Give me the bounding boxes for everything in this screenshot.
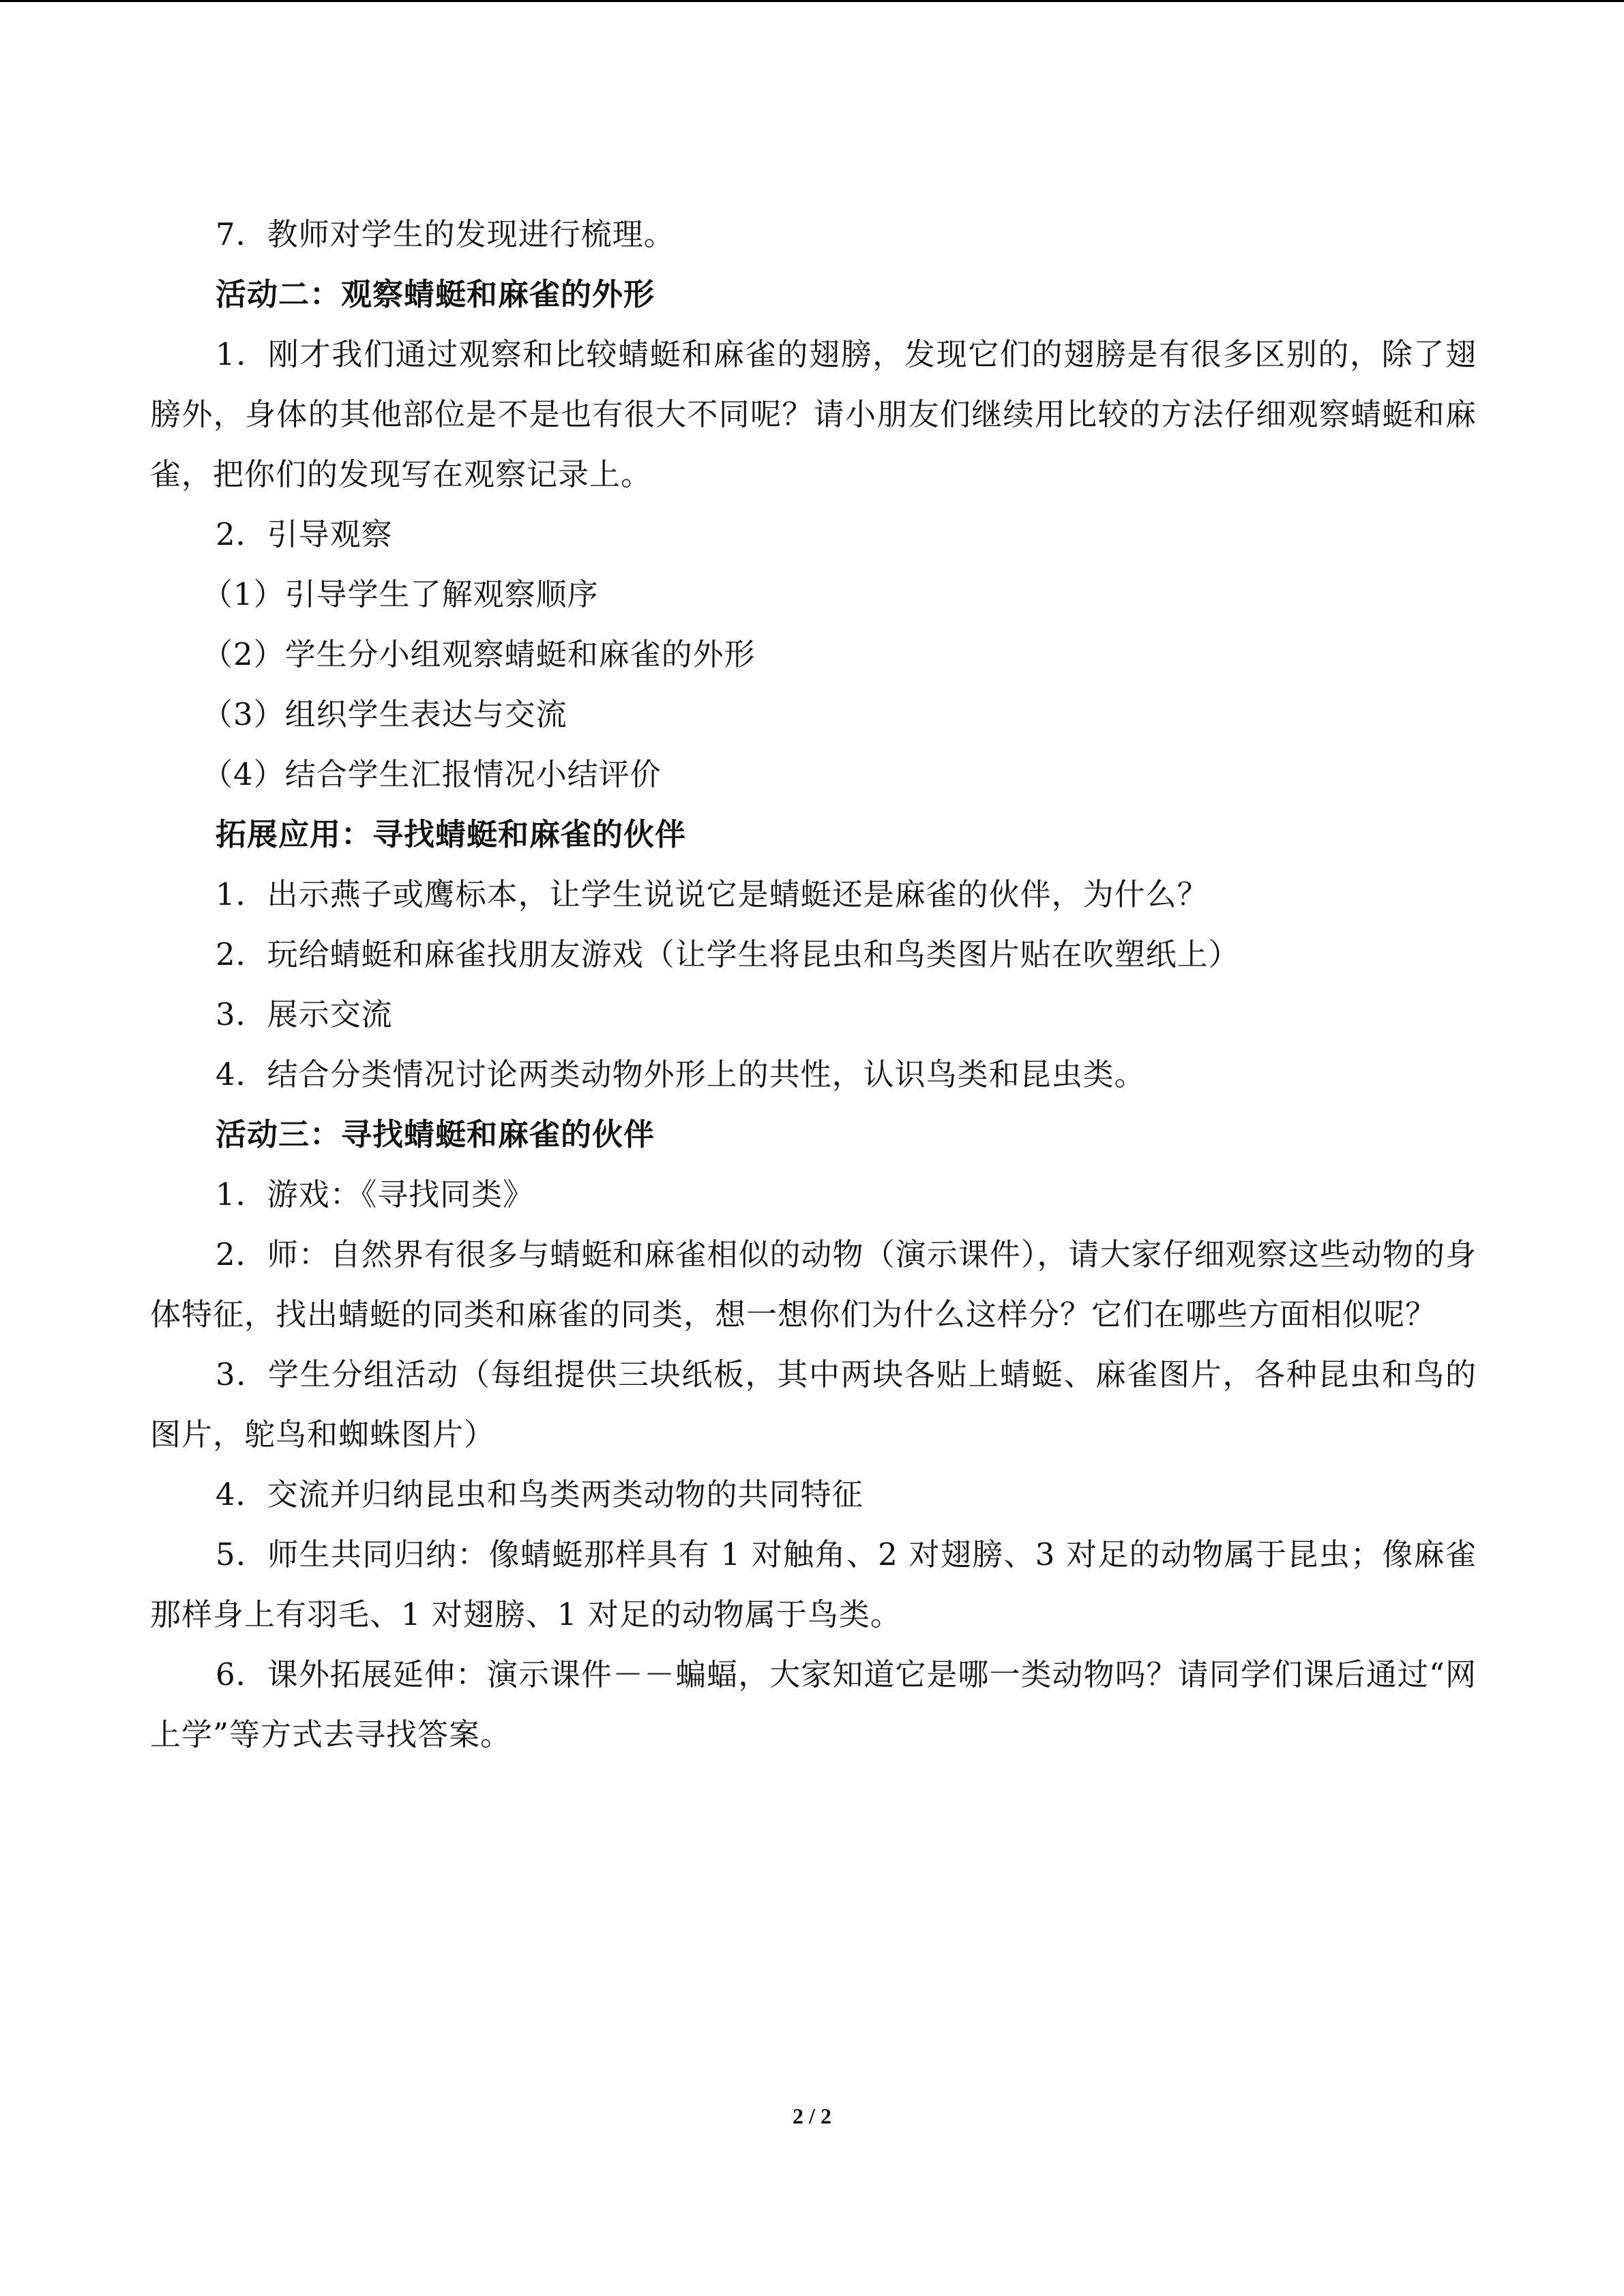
paragraph-activity-3-step-4: 4．交流并归纳昆虫和鸟类两类动物的共同特征 [216, 1476, 863, 1512]
paragraph-activity-3-step-2: 2．师：自然界有很多与蜻蜓和麻雀相似的动物（演示课件），请大家仔细观察这些动物的身体特征，找出蜻蜓的同类和麻雀的同类，想一想你们为什么这样分？它们在哪些方面相似呢？ [150, 1236, 1477, 1332]
paragraph-activity-3-step-1: 1．游戏：《寻找同类》 [216, 1176, 535, 1212]
section-heading-activity-2: 活动二：观察蜻蜓和麻雀的外形 [216, 276, 655, 312]
paragraph-activity-2-step-1: 1．刚才我们通过观察和比较蜻蜓和麻雀的翅膀，发现它们的翅膀是有很多区别的，除了翅膀外，身体的其他部位是不是也有很大不同呢？请小朋友们继续用比较的方法仔细观察蜻蜓和麻雀，把你们的发现写在观察记录上。 [150, 336, 1477, 492]
sub-item-1: （1）引导学生了解观察顺序 [202, 576, 599, 612]
section-heading-activity-3: 活动三：寻找蜻蜓和麻雀的伙伴 [216, 1116, 655, 1152]
paragraph-step-7: 7．教师对学生的发现进行梳理。 [216, 216, 675, 252]
paragraph-extension-step-1: 1．出示燕子或鹰标本，让学生说说它是蜻蜓还是麻雀的伙伴，为什么？ [216, 876, 1209, 912]
paragraph-activity-3-step-5: 5．师生共同归纳：像蜻蜓那样具有 1 对触角、2 对翅膀、3 对足的动物属于昆虫；像麻雀那样身上有羽毛、1 对翅膀、1 对足的动物属于鸟类。 [150, 1536, 1477, 1632]
document-body [150, 205, 1477, 1765]
paragraph-activity-3-step-6: 6．课外拓展延伸：演示课件－－蝙蝠，大家知道它是哪一类动物吗？请同学们课后通过“网上学”等方式去寻找答案。 [150, 1656, 1477, 1753]
sub-item-4: （4）结合学生汇报情况小结评价 [202, 756, 662, 792]
paragraph-extension-step-2: 2．玩给蜻蜓和麻雀找朋友游戏（让学生将昆虫和鸟类图片贴在吹塑纸上） [216, 936, 1240, 972]
page-number: 2 / 2 [793, 2104, 831, 2128]
paragraph-activity-2-step-2: 2．引导观察 [216, 516, 393, 552]
paragraph-extension-step-3: 3．展示交流 [216, 996, 393, 1032]
paragraph-extension-step-4: 4．结合分类情况讨论两类动物外形上的共性，认识鸟类和昆虫类。 [216, 1056, 1146, 1092]
paragraph-activity-3-step-3: 3．学生分组活动（每组提供三块纸板，其中两块各贴上蜻蜓、麻雀图片，各种昆虫和鸟的图片，鸵鸟和蜘蛛图片） [150, 1356, 1477, 1452]
sub-item-2: （2）学生分小组观察蜻蜓和麻雀的外形 [202, 636, 756, 672]
section-heading-extension: 拓展应用：寻找蜻蜓和麻雀的伙伴 [216, 816, 687, 852]
top-border-line [0, 0, 1624, 2]
sub-item-3: （3）组织学生表达与交流 [202, 696, 567, 732]
